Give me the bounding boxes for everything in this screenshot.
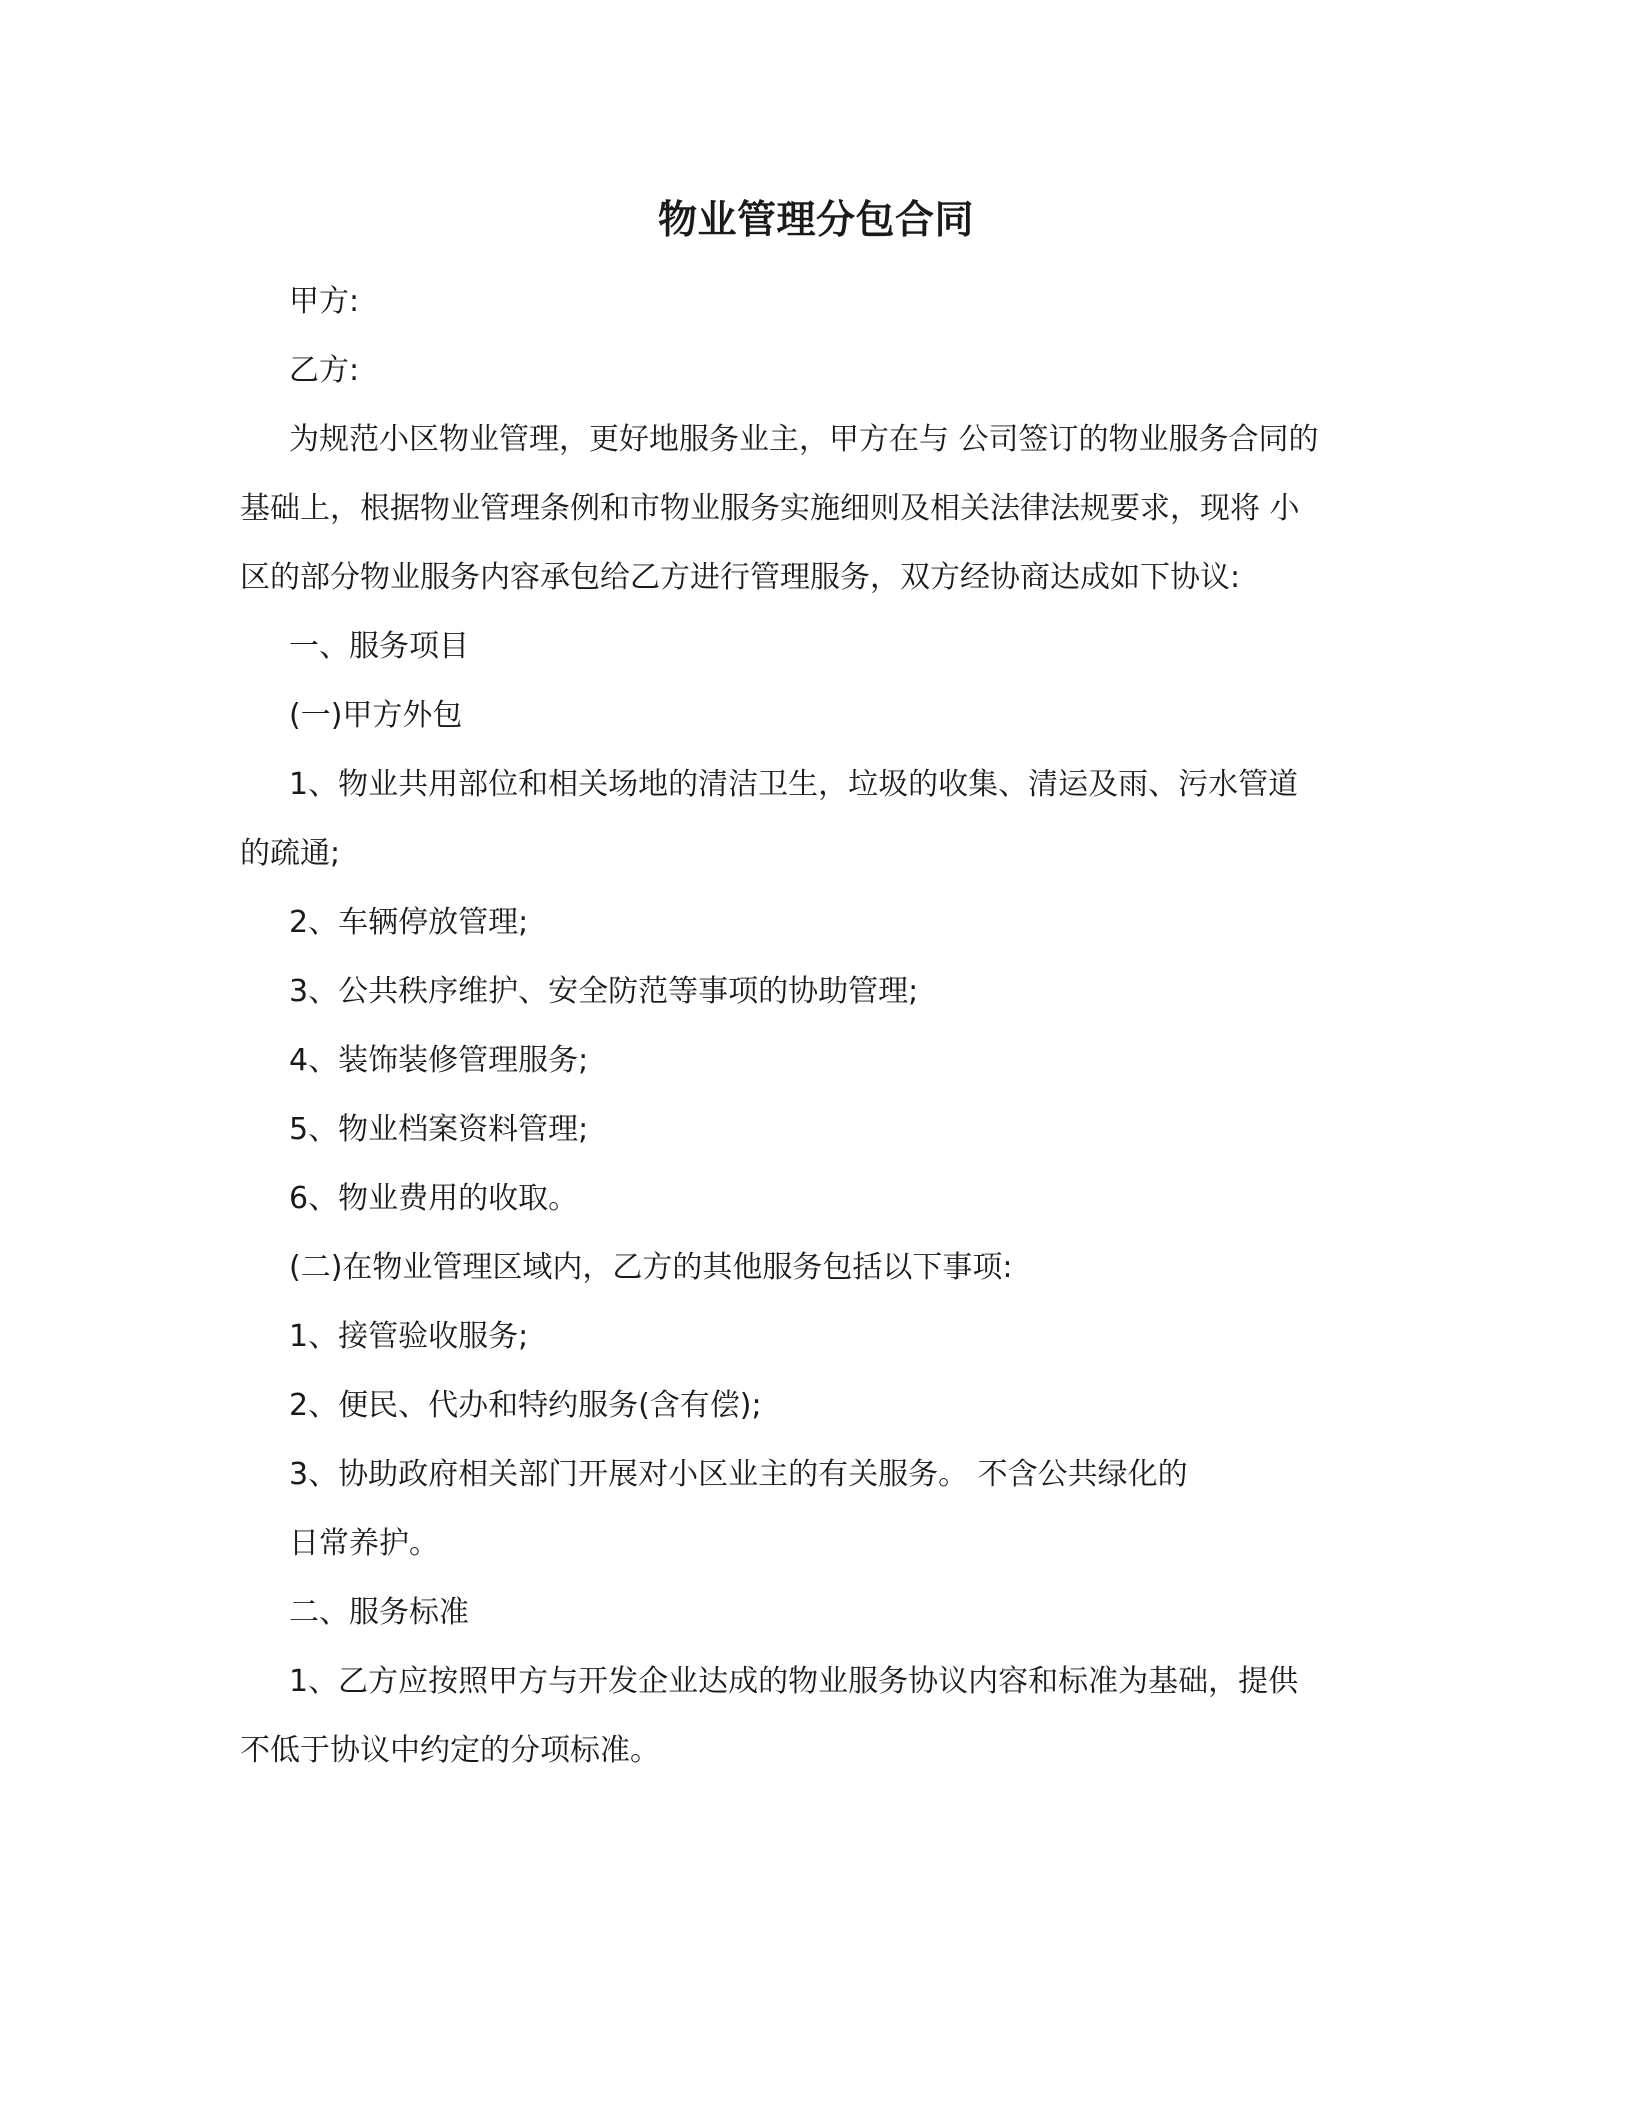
preamble-line-3: 区的部分物业服务内容承包给乙方进行管理服务，双方经协商达成如下协议: [240, 560, 1241, 595]
list-item-3: 3、公共秩序维护、安全防范等事项的协助管理; [289, 974, 919, 1009]
section-1-heading: 一、服务项目 [289, 629, 469, 664]
other-item-3-line-1: 3、协助政府相关部门开展对小区业主的有关服务。 不含公共绿化的 [289, 1457, 1188, 1492]
standard-item-1-line-2: 不低于协议中约定的分项标准。 [240, 1733, 660, 1768]
subsection-1-heading: (一)甲方外包 [289, 698, 463, 733]
document-title: 物业管理分包合同 [657, 198, 974, 243]
section-2-heading: 二、服务标准 [289, 1595, 469, 1630]
list-item-4: 4、装饰装修管理服务; [289, 1043, 589, 1078]
list-item-6: 6、物业费用的收取。 [289, 1181, 579, 1216]
other-item-2: 2、便民、代办和特约服务(含有偿); [289, 1388, 762, 1423]
list-item-5: 5、物业档案资料管理; [289, 1112, 589, 1147]
other-item-1: 1、接管验收服务; [289, 1319, 529, 1354]
list-item-1-line-2: 的疏通; [240, 836, 341, 871]
other-item-3-line-2: 日常养护。 [289, 1526, 439, 1561]
preamble-line-2: 基础上，根据物业管理条例和市物业服务实施细则及相关法律法规要求，现将 小 [240, 491, 1300, 526]
list-item-1-line-1: 1、物业共用部位和相关场地的清洁卫生，垃圾的收集、清运及雨、污水管道 [289, 767, 1299, 802]
standard-item-1-line-1: 1、乙方应按照甲方与开发企业达成的物业服务协议内容和标准为基础，提供 [289, 1664, 1299, 1699]
party-a-label: 甲方: [289, 284, 360, 319]
list-item-2: 2、车辆停放管理; [289, 905, 529, 940]
subsection-2-heading: (二)在物业管理区域内，乙方的其他服务包括以下事项: [289, 1250, 1013, 1285]
preamble-line-1: 为规范小区物业管理，更好地服务业主，甲方在与 公司签订的物业服务合同的 [289, 422, 1319, 457]
party-b-label: 乙方: [289, 353, 360, 388]
